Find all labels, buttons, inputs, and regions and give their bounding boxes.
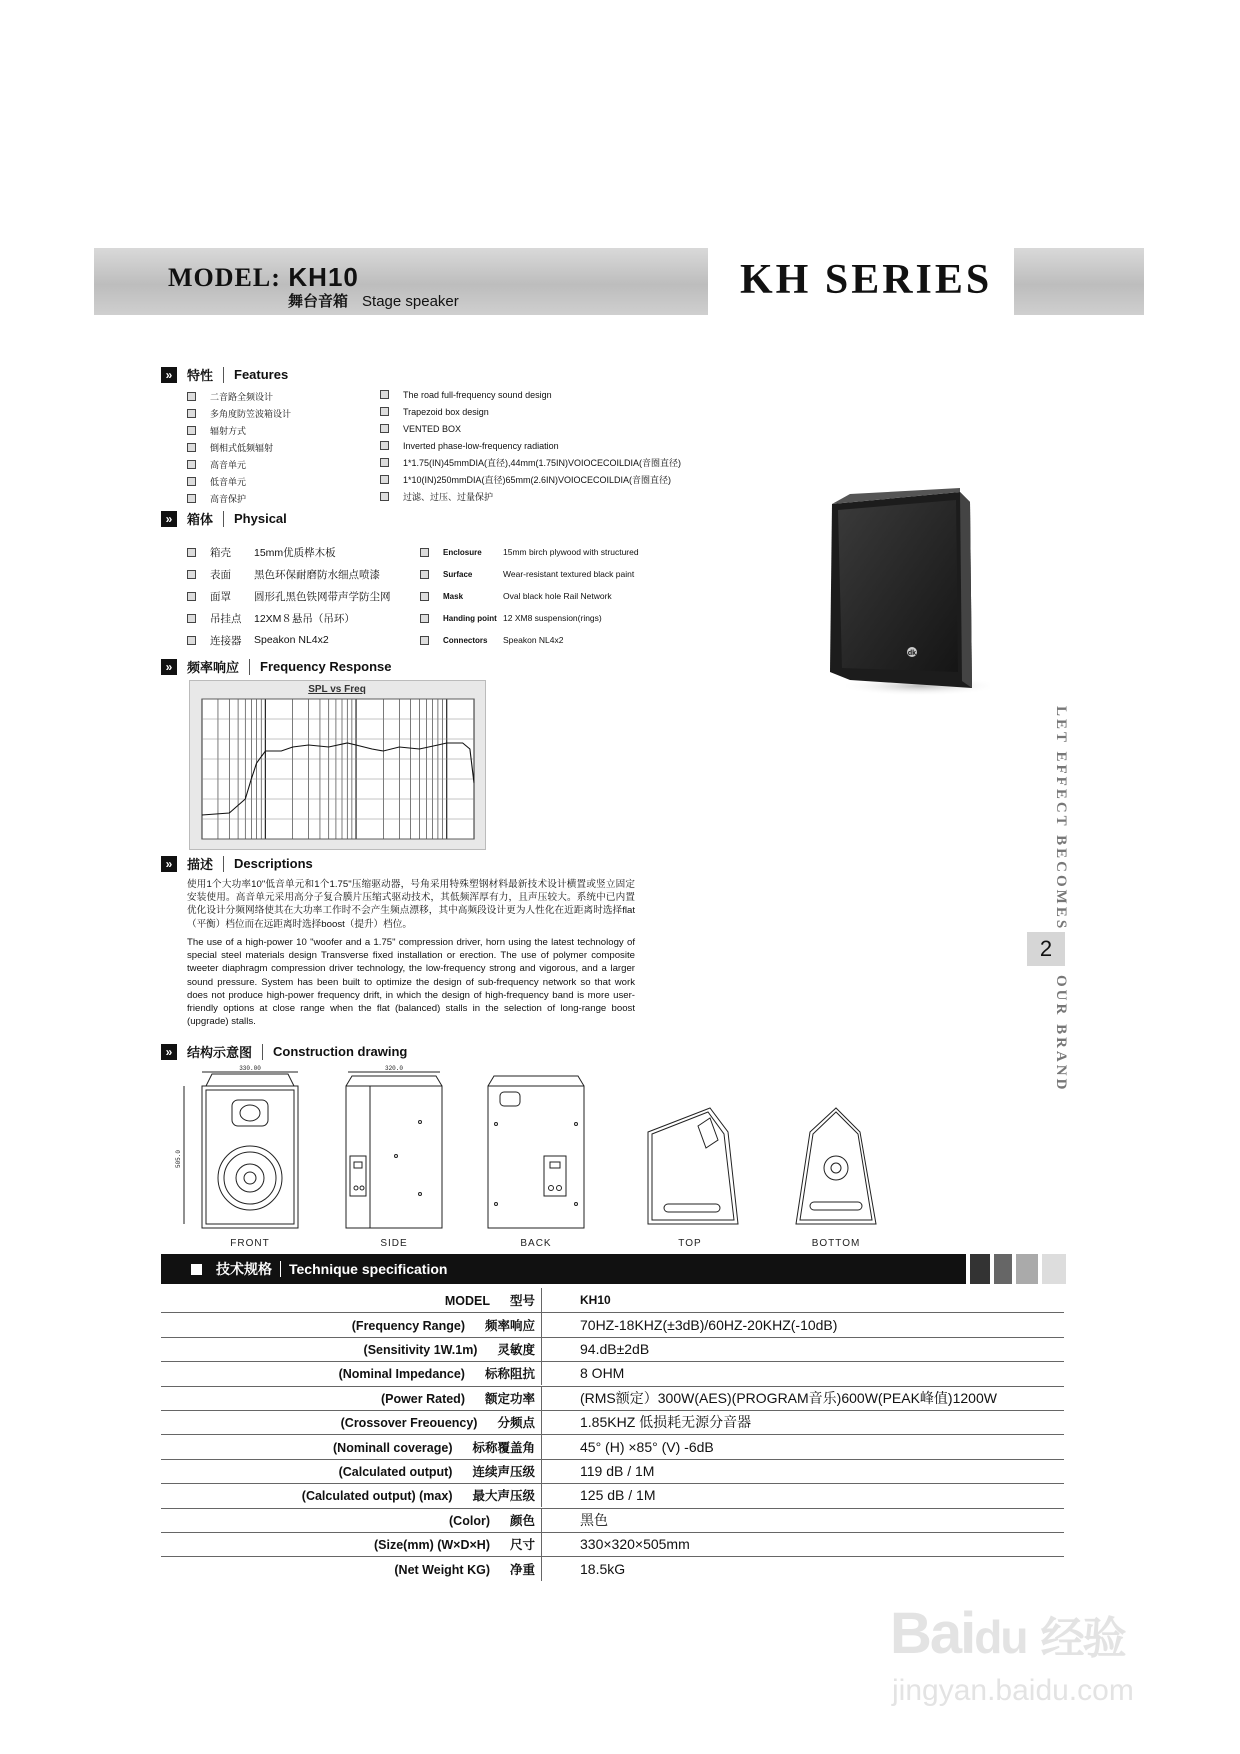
spec-heading: 技术规格 Technique specification bbox=[161, 1254, 966, 1284]
table-row: (Nominall coverage) 标称覆盖角 45° (H) ×85° (V) -6dB bbox=[161, 1434, 1064, 1459]
checkbox-icon bbox=[187, 548, 196, 557]
checkbox-icon bbox=[380, 407, 389, 416]
drawing-label-front: FRONT bbox=[230, 1238, 270, 1249]
series-title: KH SERIES bbox=[740, 257, 993, 303]
checkbox-icon bbox=[187, 460, 196, 469]
chart-title: SPL vs Freq bbox=[308, 684, 366, 695]
list-item: 面罩 圆形孔黑色铁网带声学防尘网 bbox=[187, 585, 391, 607]
checkbox-icon bbox=[187, 494, 196, 503]
features-list-cn bbox=[187, 388, 291, 507]
checkbox-icon bbox=[187, 477, 196, 486]
list-item: 高音单元 bbox=[187, 456, 291, 473]
table-row: (Calculated output) (max) 最大声压级 125 dB / 1M bbox=[161, 1483, 1064, 1508]
table-row: (Calculated output) 连续声压级 119 dB / 1M bbox=[161, 1459, 1064, 1484]
list-item: Inverted phase-low-frequency radiation bbox=[380, 437, 681, 454]
checkbox-icon bbox=[187, 592, 196, 601]
checkbox-icon bbox=[420, 570, 429, 579]
drawing-label-back: BACK bbox=[520, 1238, 552, 1249]
dim-side-width: 320.0 bbox=[384, 1065, 404, 1072]
list-item: 多角度防笠波箱设计 bbox=[187, 405, 291, 422]
chart-plot-area bbox=[202, 699, 474, 839]
list-item: 低音单元 bbox=[187, 473, 291, 490]
chevron-right-icon: » bbox=[161, 1044, 177, 1060]
list-item: 1*10(IN)250mmDIA(直径)65mm(2.6IN)VOIOCECOILDIA(音圈直径) bbox=[380, 471, 681, 488]
dim-front-height: 505.0 bbox=[175, 1149, 182, 1169]
physical-list-en bbox=[420, 541, 639, 651]
model-title: MODEL: KH10 bbox=[168, 262, 359, 292]
chevron-right-icon: » bbox=[161, 659, 177, 675]
square-icon bbox=[191, 1264, 202, 1275]
table-row: (Size(mm) (W×D×H) 尺寸 330×320×505mm bbox=[161, 1532, 1064, 1557]
checkbox-icon bbox=[380, 441, 389, 450]
checkbox-icon bbox=[420, 614, 429, 623]
list-item: 吊挂点 12XM８悬吊（吊环） bbox=[187, 607, 391, 629]
list-item: 1*1.75(IN)45mmDIA(直径),44mm(1.75IN)VOIOCECOILDIA(音圈直径) bbox=[380, 454, 681, 471]
checkbox-icon bbox=[187, 570, 196, 579]
speaker-product-image bbox=[820, 476, 990, 696]
baidu-watermark bbox=[880, 1600, 1200, 1730]
frequency-chart-svg bbox=[190, 681, 485, 849]
checkbox-icon bbox=[380, 424, 389, 433]
construction-heading: » 结构示意图 Construction drawing bbox=[161, 1042, 407, 1061]
list-item: 箱壳 15mm优质桦木板 bbox=[187, 541, 391, 563]
chevron-right-icon: » bbox=[161, 856, 177, 872]
table-row: (Power Rated) 额定功率 (RMS额定）300W(AES)(PROGRAM音乐)600W(PEAK峰值)1200W bbox=[161, 1386, 1064, 1411]
side-view bbox=[346, 1065, 442, 1228]
frequency-chart bbox=[189, 680, 486, 850]
list-item: 过滤、过压、过量保护 bbox=[380, 488, 681, 505]
drawing-label-side: SIDE bbox=[380, 1238, 408, 1249]
table-row: (Frequency Range) 频率响应 70HZ-18KHZ(±3dB)/60HZ-20KHZ(-10dB) bbox=[161, 1312, 1064, 1337]
chevron-right-icon: » bbox=[161, 367, 177, 383]
checkbox-icon bbox=[380, 390, 389, 399]
shade-block bbox=[970, 1254, 990, 1284]
brand-logo: dk bbox=[907, 650, 917, 657]
table-row: (Net Weight KG) 净重 18.5kG bbox=[161, 1556, 1064, 1580]
list-item: 倒相式低频辐射 bbox=[187, 439, 291, 456]
checkbox-icon bbox=[380, 492, 389, 501]
checkbox-icon bbox=[420, 548, 429, 557]
table-row: (Color) 颜色 黑色 bbox=[161, 1508, 1064, 1533]
checkbox-icon bbox=[187, 614, 196, 623]
bottom-view bbox=[796, 1108, 876, 1224]
list-item: Surface Wear-resistant textured black paint bbox=[420, 563, 639, 585]
construction-drawing bbox=[170, 1064, 910, 1250]
top-view bbox=[648, 1108, 738, 1224]
features-list-en bbox=[380, 386, 681, 505]
descriptions-heading: » 描述 Descriptions bbox=[161, 854, 313, 873]
list-item: VENTED BOX bbox=[380, 420, 681, 437]
table-row: MODEL 型号 KH10 bbox=[161, 1288, 1064, 1313]
model-name: KH10 bbox=[288, 262, 359, 292]
checkbox-icon bbox=[420, 592, 429, 601]
physical-list-cn bbox=[187, 541, 391, 651]
side-slogan-top: LET EFFECT BECOMES bbox=[1053, 706, 1069, 932]
checkbox-icon bbox=[187, 409, 196, 418]
table-row: (Sensitivity 1W.1m) 灵敏度 94.dB±2dB bbox=[161, 1337, 1064, 1362]
checkbox-icon bbox=[187, 443, 196, 452]
shade-block bbox=[1016, 1254, 1038, 1284]
watermark-url: jingyan.baidu.com bbox=[892, 1674, 1134, 1707]
shade-block bbox=[1042, 1254, 1066, 1284]
checkbox-icon bbox=[187, 636, 196, 645]
model-subtitle: 舞台音箱 Stage speaker bbox=[288, 293, 459, 310]
list-item: 辐射方式 bbox=[187, 422, 291, 439]
frequency-heading: » 频率响应 Frequency Response bbox=[161, 657, 392, 676]
front-view bbox=[175, 1065, 298, 1228]
checkbox-icon bbox=[380, 458, 389, 467]
physical-heading: » 箱体 Physical bbox=[161, 509, 287, 528]
side-slogan-bottom: OUR BRAND bbox=[1053, 975, 1069, 1093]
drawing-label-top: TOP bbox=[678, 1238, 702, 1249]
list-item: 高音保护 bbox=[187, 490, 291, 507]
shade-block bbox=[994, 1254, 1012, 1284]
drawing-label-bottom: BOTTOM bbox=[811, 1238, 861, 1249]
checkbox-icon bbox=[187, 426, 196, 435]
list-item: 二音路全频设计 bbox=[187, 388, 291, 405]
checkbox-icon bbox=[420, 636, 429, 645]
list-item: The road full-frequency sound design bbox=[380, 386, 681, 403]
checkbox-icon bbox=[187, 392, 196, 401]
page-number: 2 bbox=[1027, 932, 1065, 966]
header-band-end bbox=[1014, 248, 1144, 315]
list-item: Mask Oval black hole Rail Network bbox=[420, 585, 639, 607]
table-row: (Nominal Impedance) 标称阻抗 8 OHM bbox=[161, 1361, 1064, 1386]
features-heading: » 特性 Features bbox=[161, 365, 288, 384]
description-en: The use of a high-power 10 "woofer and a 1.75" compression driver, horn using the latest technology of special steel materials design Transverse fixed installation or erection. The use of polymer composite tweeter diaphragm compression driver technology, the low-frequency strong and vigorous, and a larger sound pressure. System has been built to optimize the design of sub-frequency network so that work does not produce high-power frequency drift, in which the design of high-frequency band is more user-friendly options at close range when the flat (balanced) stalls in the selection of long-range boost (upgrade) stalls. bbox=[187, 937, 635, 1028]
dim-front-width: 330.00 bbox=[239, 1065, 261, 1072]
watermark-brand: Baidu 经验 bbox=[890, 1601, 1125, 1666]
description-cn: 使用1个大功率10"低音单元和1个1.75"压缩驱动器，号角采用特殊塑钢材料最新技术设计横置或竖立固定安装使用。高音单元采用高分子复合膜片压缩式驱动技术，其低频浑厚有力，且声压较大。系统中已内置优化设计分频网络使其在大功率工作时不会产生频点漂移，其中高频段设计更为人性化在近距离时选择flat（平衡）档位而在远距离时选择boost（提升）档位。 bbox=[187, 879, 635, 930]
chevron-right-icon: » bbox=[161, 511, 177, 527]
list-item: 表面 黑色环保耐磨防水细点喷漆 bbox=[187, 563, 391, 585]
list-item: Enclosure 15mm birch plywood with structured bbox=[420, 541, 639, 563]
list-item: Connectors Speakon NL4x2 bbox=[420, 629, 639, 651]
table-row: (Crossover Freouency) 分频点 1.85KHZ 低损耗无源分音器 bbox=[161, 1410, 1064, 1435]
list-item: Handing point 12 XM8 suspension(rings) bbox=[420, 607, 639, 629]
list-item: Trapezoid box design bbox=[380, 403, 681, 420]
list-item: 连接器 Speakon NL4x2 bbox=[187, 629, 391, 651]
back-view bbox=[488, 1076, 584, 1228]
checkbox-icon bbox=[380, 475, 389, 484]
